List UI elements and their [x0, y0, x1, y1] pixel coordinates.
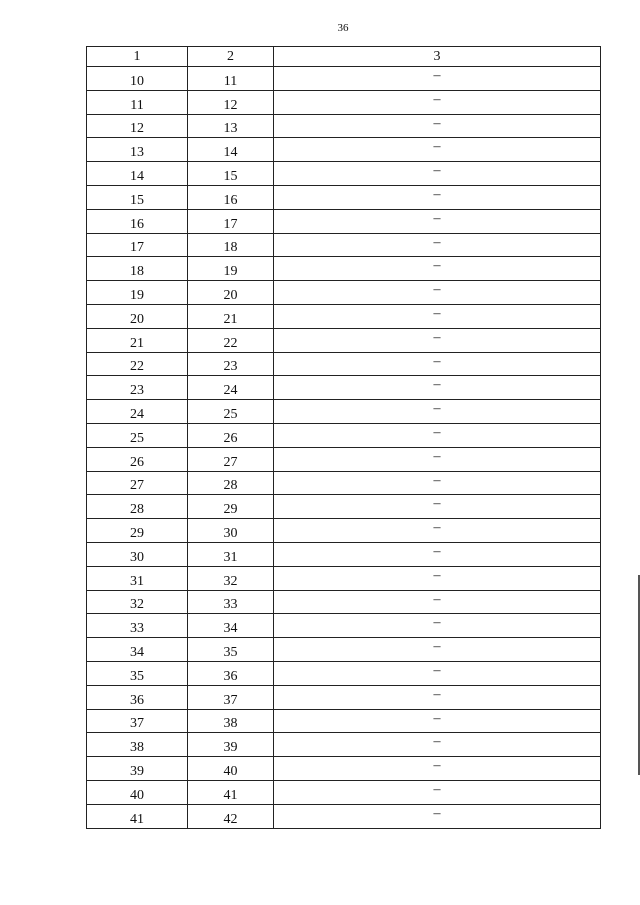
dash-mark: –	[433, 615, 441, 631]
table-cell-col2: 23	[188, 352, 274, 376]
table-cell-col3	[274, 447, 601, 471]
dash-mark: –	[433, 424, 441, 440]
page-number: 36	[337, 22, 349, 34]
table-cell-col3	[274, 661, 601, 685]
dash-mark: –	[433, 543, 441, 559]
table-cell-col2: 40	[188, 757, 274, 781]
table-cell-col3	[274, 138, 601, 162]
table-cell-col2: 27	[188, 447, 274, 471]
table-cell-col1: 21	[87, 328, 188, 352]
table-cell-col1: 34	[87, 638, 188, 662]
table-cell-col3	[274, 804, 601, 828]
table-cell-col1: 12	[87, 114, 188, 138]
dash-mark: –	[433, 210, 441, 226]
table-row	[87, 733, 601, 757]
table-row	[87, 780, 601, 804]
column-header-2: 2	[188, 47, 274, 67]
dash-mark: –	[433, 91, 441, 107]
table-cell-col1: 33	[87, 614, 188, 638]
table-cell-col2: 41	[188, 780, 274, 804]
dash-mark: –	[433, 686, 441, 702]
table-cell-col1: 38	[87, 733, 188, 757]
table-row	[87, 685, 601, 709]
table-row	[87, 661, 601, 685]
table-row	[87, 590, 601, 614]
table-cell-col1: 16	[87, 209, 188, 233]
table-row	[87, 804, 601, 828]
table-row	[87, 352, 601, 376]
dash-mark: –	[433, 639, 441, 655]
table-cell-col1: 11	[87, 90, 188, 114]
table-cell-col3	[274, 114, 601, 138]
table-cell-col3	[274, 400, 601, 424]
table-cell-col2: 34	[188, 614, 274, 638]
dash-mark: –	[433, 567, 441, 583]
table-row	[87, 209, 601, 233]
table-cell-col3	[274, 519, 601, 543]
table-cell-col3	[274, 709, 601, 733]
table-cell-col2: 35	[188, 638, 274, 662]
table-cell-col3	[274, 566, 601, 590]
table-row	[87, 542, 601, 566]
table-cell-col2: 32	[188, 566, 274, 590]
table-cell-col2: 38	[188, 709, 274, 733]
table-row	[87, 138, 601, 162]
table-cell-col2: 16	[188, 185, 274, 209]
table-cell-col2: 29	[188, 495, 274, 519]
dash-mark: –	[433, 163, 441, 179]
table-cell-col2: 17	[188, 209, 274, 233]
dash-mark: –	[433, 401, 441, 417]
table-row	[87, 709, 601, 733]
table-cell-col2: 19	[188, 257, 274, 281]
table-cell-col2: 39	[188, 733, 274, 757]
table-cell-col2: 20	[188, 281, 274, 305]
dash-mark: –	[433, 139, 441, 155]
table-row	[87, 185, 601, 209]
table-cell-col2: 31	[188, 542, 274, 566]
table-row	[87, 162, 601, 186]
table-cell-col3	[274, 423, 601, 447]
table-cell-col3	[274, 376, 601, 400]
table-body	[87, 67, 601, 829]
table-cell-col2: 37	[188, 685, 274, 709]
dash-mark: –	[433, 353, 441, 369]
dash-mark: –	[433, 496, 441, 512]
dash-mark: –	[433, 520, 441, 536]
table-cell-col1: 25	[87, 423, 188, 447]
table-cell-col3	[274, 162, 601, 186]
table-cell-col3	[274, 233, 601, 257]
table-cell-col1: 30	[87, 542, 188, 566]
table-cell-col2: 26	[188, 423, 274, 447]
dash-mark: –	[433, 282, 441, 298]
table-cell-col2: 25	[188, 400, 274, 424]
table-cell-col3	[274, 733, 601, 757]
table-cell-col3	[274, 638, 601, 662]
column-header-1: 1	[87, 47, 188, 67]
table-row	[87, 519, 601, 543]
table-row	[87, 400, 601, 424]
table-row	[87, 423, 601, 447]
table-cell-col1: 41	[87, 804, 188, 828]
dash-mark: –	[433, 805, 441, 821]
table-cell-col1: 26	[87, 447, 188, 471]
table-row	[87, 566, 601, 590]
dash-mark: –	[433, 734, 441, 750]
table-cell-col2: 30	[188, 519, 274, 543]
table-cell-col1: 23	[87, 376, 188, 400]
table-cell-col1: 13	[87, 138, 188, 162]
table-cell-col3	[274, 304, 601, 328]
table-cell-col2: 13	[188, 114, 274, 138]
table-cell-col1: 18	[87, 257, 188, 281]
table-cell-col1: 40	[87, 780, 188, 804]
table-row	[87, 376, 601, 400]
table-cell-col1: 32	[87, 590, 188, 614]
table-row	[87, 447, 601, 471]
table-row	[87, 495, 601, 519]
table-cell-col2: 11	[188, 67, 274, 91]
table-cell-col2: 24	[188, 376, 274, 400]
table-cell-col1: 27	[87, 471, 188, 495]
dash-mark: –	[433, 68, 441, 83]
table-cell-col1: 17	[87, 233, 188, 257]
table-cell-col2: 42	[188, 804, 274, 828]
table-row	[87, 471, 601, 495]
dash-mark: –	[433, 591, 441, 607]
table-cell-col2: 33	[188, 590, 274, 614]
table-cell-col3	[274, 328, 601, 352]
table-cell-col3	[274, 780, 601, 804]
table-cell-col3	[274, 757, 601, 781]
table-cell-col2: 12	[188, 90, 274, 114]
table-cell-col1: 39	[87, 757, 188, 781]
table-row	[87, 90, 601, 114]
table-row	[87, 304, 601, 328]
table-cell-col3	[274, 257, 601, 281]
table-row	[87, 614, 601, 638]
table-cell-col3	[274, 352, 601, 376]
table-row	[87, 638, 601, 662]
table-cell-col1: 35	[87, 661, 188, 685]
table-cell-col1: 37	[87, 709, 188, 733]
dash-mark: –	[433, 305, 441, 321]
table-header-row	[87, 47, 601, 67]
table-cell-col1: 20	[87, 304, 188, 328]
data-table	[86, 46, 601, 829]
table-cell-col3	[274, 685, 601, 709]
table-row	[87, 257, 601, 281]
table-row	[87, 67, 601, 91]
table-row	[87, 757, 601, 781]
table-cell-col2: 15	[188, 162, 274, 186]
table-row	[87, 233, 601, 257]
dash-mark: –	[433, 329, 441, 345]
table-cell-col2: 18	[188, 233, 274, 257]
dash-mark: –	[433, 448, 441, 464]
table-cell-col3	[274, 281, 601, 305]
table-cell-col1: 28	[87, 495, 188, 519]
dash-mark: –	[433, 758, 441, 774]
table-cell-col2: 22	[188, 328, 274, 352]
table-cell-col1: 22	[87, 352, 188, 376]
table-cell-col1: 29	[87, 519, 188, 543]
table-cell-col2: 28	[188, 471, 274, 495]
column-header-3: 3	[274, 47, 601, 67]
table-cell-col1: 14	[87, 162, 188, 186]
table-cell-col3	[274, 67, 601, 91]
dash-mark: –	[433, 710, 441, 726]
table-cell-col3	[274, 590, 601, 614]
table-cell-col3	[274, 542, 601, 566]
table-cell-col3	[274, 614, 601, 638]
table-row	[87, 328, 601, 352]
table-row	[87, 281, 601, 305]
dash-mark: –	[433, 781, 441, 797]
table-cell-col2: 36	[188, 661, 274, 685]
table-cell-col3	[274, 495, 601, 519]
table-cell-col1: 31	[87, 566, 188, 590]
dash-mark: –	[433, 472, 441, 488]
dash-mark: –	[433, 258, 441, 274]
dash-mark: –	[433, 186, 441, 202]
dash-mark: –	[433, 662, 441, 678]
table-cell-col3	[274, 471, 601, 495]
dash-mark: –	[433, 377, 441, 393]
table-cell-col1: 15	[87, 185, 188, 209]
table-cell-col1: 19	[87, 281, 188, 305]
dash-mark: –	[433, 234, 441, 250]
table-cell-col2: 21	[188, 304, 274, 328]
table-cell-col1: 36	[87, 685, 188, 709]
table-cell-col3	[274, 209, 601, 233]
table-cell-col1: 24	[87, 400, 188, 424]
dash-mark: –	[433, 115, 441, 131]
table-cell-col1: 10	[87, 67, 188, 91]
table-row	[87, 114, 601, 138]
table-cell-col3	[274, 185, 601, 209]
table-cell-col3	[274, 90, 601, 114]
table-cell-col2: 14	[188, 138, 274, 162]
